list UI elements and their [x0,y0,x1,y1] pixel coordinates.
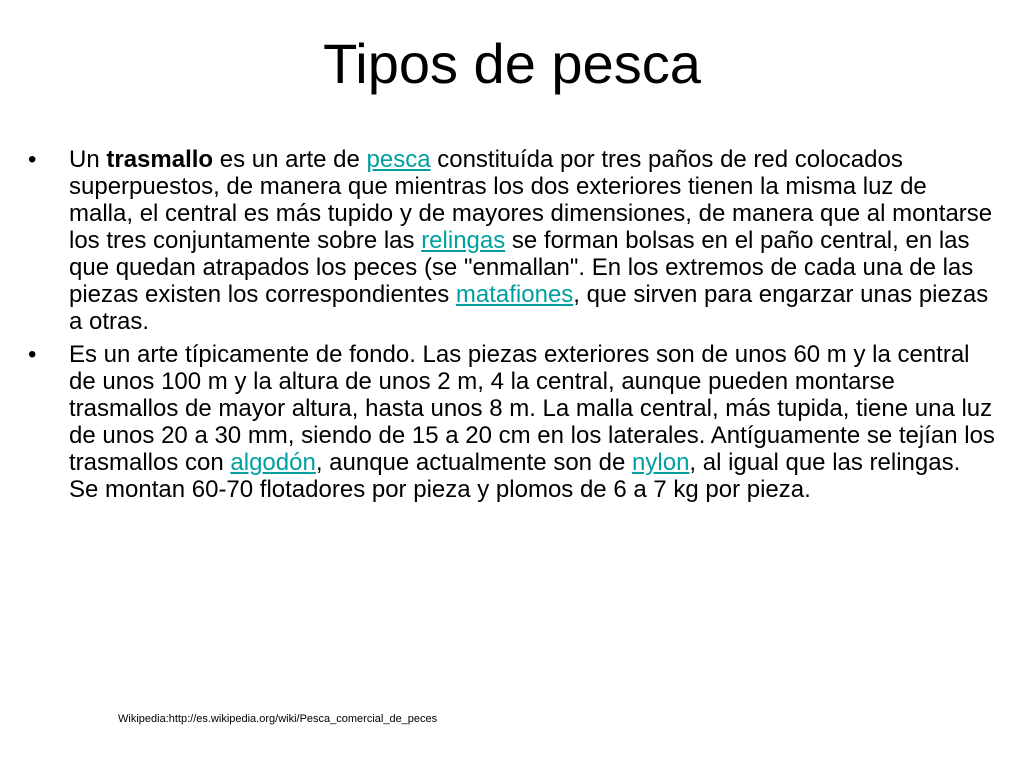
bullet-text: , al igual que las relingas. Se montan 60-70 flotadores por pieza y plomos de 6 a 7 kg por pieza. [69,449,961,503]
bullet-marker: • [28,341,37,368]
link-relingas[interactable]: relingas [421,227,506,254]
slide-title: Tipos de pesca [323,32,701,95]
bullet-text: es un arte de [213,146,367,173]
link-matafiones[interactable]: matafiones [455,281,574,308]
bullet-text: Es un arte típicamente de fondo. Las piezas exteriores son de unos 60 m y la central de unos 100 m y la altura de unos 2 m, 4 la central, aunque pueden montarse trasmallos de mayor altura, hasta unos 8 m. La malla central, más tupida, tiene una luz de unos 20 a 30 mm, siendo de 15 a 20 cm en los laterales. Antíguamente se tejían los trasmallos con [69,341,995,476]
bullet-text: Un [69,146,107,173]
link-pesca[interactable]: pesca [366,146,431,173]
link-nylon[interactable]: nylon [632,449,690,476]
bullet-text: , que sirven para engarzar unas piezas a otras. [69,281,989,335]
bullet-marker: • [28,146,37,173]
link-algodon[interactable]: algodón [230,449,316,476]
bullet-text: , aunque actualmente son de [315,449,633,476]
source-citation: Wikipedia:http://es.wikipedia.org/wiki/Pesca_comercial_de_peces [118,713,438,725]
bullet-text: se forman bolsas en el paño central, en las que quedan atrapados los peces (se "enmallan". En los extremos de cada una de las piezas existen los correspondientes [69,227,974,308]
bullet-text: constituída por tres paños de red colocados superpuestos, de manera que mientras los dos exteriores tienen la misma luz de malla, el central es más tupido y de mayores dimensiones, de manera que al montarse los tres conjuntamente sobre las [69,146,993,254]
bullet-item-arte-de-fondo [28,341,996,503]
bullet-list [28,146,996,509]
bullet-item-trasmallo-definition [28,146,996,335]
bold-term-trasmallo: trasmallo [106,146,214,173]
